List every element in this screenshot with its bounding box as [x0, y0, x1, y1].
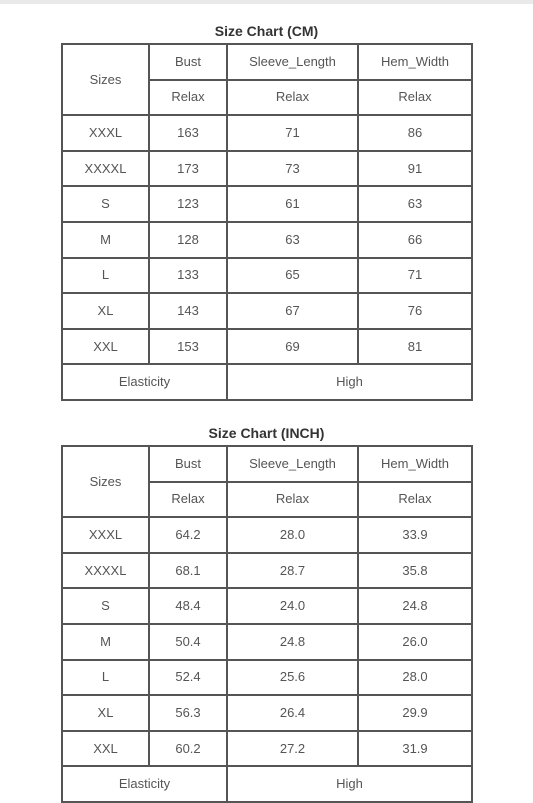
sleeve-length-cell: 67: [227, 293, 358, 329]
bust-cell: 48.4: [149, 588, 227, 624]
elasticity-value: High: [227, 766, 472, 802]
elasticity-row: [62, 364, 472, 400]
hem-width-cell: 66: [358, 222, 472, 258]
size-chart-inch-table: [61, 445, 473, 803]
bust-cell: 60.2: [149, 731, 227, 767]
sleeve-length-cell: 65: [227, 258, 358, 294]
size-cell: XXXXL: [62, 553, 149, 589]
sleeve-length-cell: 26.4: [227, 695, 358, 731]
sleeve-length-fit: Relax: [227, 482, 358, 518]
sleeve-length-header: Sleeve_Length: [227, 44, 358, 80]
table-row: [62, 553, 472, 589]
bust-header: Bust: [149, 446, 227, 482]
top-divider: [0, 0, 533, 4]
hem-width-cell: 26.0: [358, 624, 472, 660]
sleeve-length-fit: Relax: [227, 80, 358, 116]
sleeve-length-cell: 73: [227, 151, 358, 187]
table-row: [62, 186, 472, 222]
sleeve-length-cell: 28.7: [227, 553, 358, 589]
sleeve-length-cell: 63: [227, 222, 358, 258]
elasticity-row: [62, 766, 472, 802]
table-row: [62, 624, 472, 660]
elasticity-value: High: [227, 364, 472, 400]
bust-cell: 123: [149, 186, 227, 222]
bust-cell: 56.3: [149, 695, 227, 731]
size-cell: M: [62, 624, 149, 660]
hem-width-cell: 35.8: [358, 553, 472, 589]
sleeve-length-cell: 24.8: [227, 624, 358, 660]
bust-cell: 52.4: [149, 660, 227, 696]
hem-width-cell: 81: [358, 329, 472, 365]
bust-header: Bust: [149, 44, 227, 80]
size-cell: S: [62, 186, 149, 222]
size-cell: L: [62, 660, 149, 696]
sleeve-length-cell: 27.2: [227, 731, 358, 767]
size-cell: XXL: [62, 731, 149, 767]
sleeve-length-cell: 69: [227, 329, 358, 365]
hem-width-cell: 24.8: [358, 588, 472, 624]
bust-cell: 128: [149, 222, 227, 258]
hem-width-fit: Relax: [358, 482, 472, 518]
table-row: [62, 293, 472, 329]
bust-cell: 64.2: [149, 517, 227, 553]
sleeve-length-cell: 61: [227, 186, 358, 222]
table-row: [62, 517, 472, 553]
bust-cell: 50.4: [149, 624, 227, 660]
elasticity-label: Elasticity: [62, 364, 227, 400]
size-chart-cm-title: Size Chart (CM): [214, 23, 319, 39]
table-row: [62, 731, 472, 767]
bust-fit: Relax: [149, 80, 227, 116]
size-cell: XL: [62, 293, 149, 329]
bust-cell: 173: [149, 151, 227, 187]
table-header-row: [62, 44, 472, 80]
hem-width-header: Hem_Width: [358, 44, 472, 80]
size-cell: M: [62, 222, 149, 258]
sleeve-length-cell: 28.0: [227, 517, 358, 553]
table-row: [62, 588, 472, 624]
bust-cell: 68.1: [149, 553, 227, 589]
sizes-header: Sizes: [62, 446, 149, 517]
size-cell: S: [62, 588, 149, 624]
table-row: [62, 695, 472, 731]
size-chart-inch-title: Size Chart (INCH): [208, 425, 325, 441]
bust-cell: 163: [149, 115, 227, 151]
hem-width-fit: Relax: [358, 80, 472, 116]
size-cell: XXXXL: [62, 151, 149, 187]
hem-width-cell: 91: [358, 151, 472, 187]
hem-width-header: Hem_Width: [358, 446, 472, 482]
hem-width-cell: 86: [358, 115, 472, 151]
table-header-row: [62, 446, 472, 482]
bust-cell: 143: [149, 293, 227, 329]
bust-cell: 153: [149, 329, 227, 365]
size-cell: L: [62, 258, 149, 294]
bust-fit: Relax: [149, 482, 227, 518]
hem-width-cell: 29.9: [358, 695, 472, 731]
size-chart-cm-table: [61, 43, 473, 401]
sleeve-length-cell: 71: [227, 115, 358, 151]
hem-width-cell: 28.0: [358, 660, 472, 696]
size-cell: XXXL: [62, 517, 149, 553]
sleeve-length-cell: 24.0: [227, 588, 358, 624]
table-row: [62, 151, 472, 187]
table-row: [62, 222, 472, 258]
hem-width-cell: 63: [358, 186, 472, 222]
bust-cell: 133: [149, 258, 227, 294]
hem-width-cell: 31.9: [358, 731, 472, 767]
size-cell: XXXL: [62, 115, 149, 151]
sizes-header: Sizes: [62, 44, 149, 115]
size-cell: XXL: [62, 329, 149, 365]
size-cell: XL: [62, 695, 149, 731]
sleeve-length-cell: 25.6: [227, 660, 358, 696]
table-row: [62, 329, 472, 365]
hem-width-cell: 71: [358, 258, 472, 294]
table-row: [62, 258, 472, 294]
sleeve-length-header: Sleeve_Length: [227, 446, 358, 482]
table-row: [62, 660, 472, 696]
hem-width-cell: 76: [358, 293, 472, 329]
hem-width-cell: 33.9: [358, 517, 472, 553]
table-row: [62, 115, 472, 151]
elasticity-label: Elasticity: [62, 766, 227, 802]
